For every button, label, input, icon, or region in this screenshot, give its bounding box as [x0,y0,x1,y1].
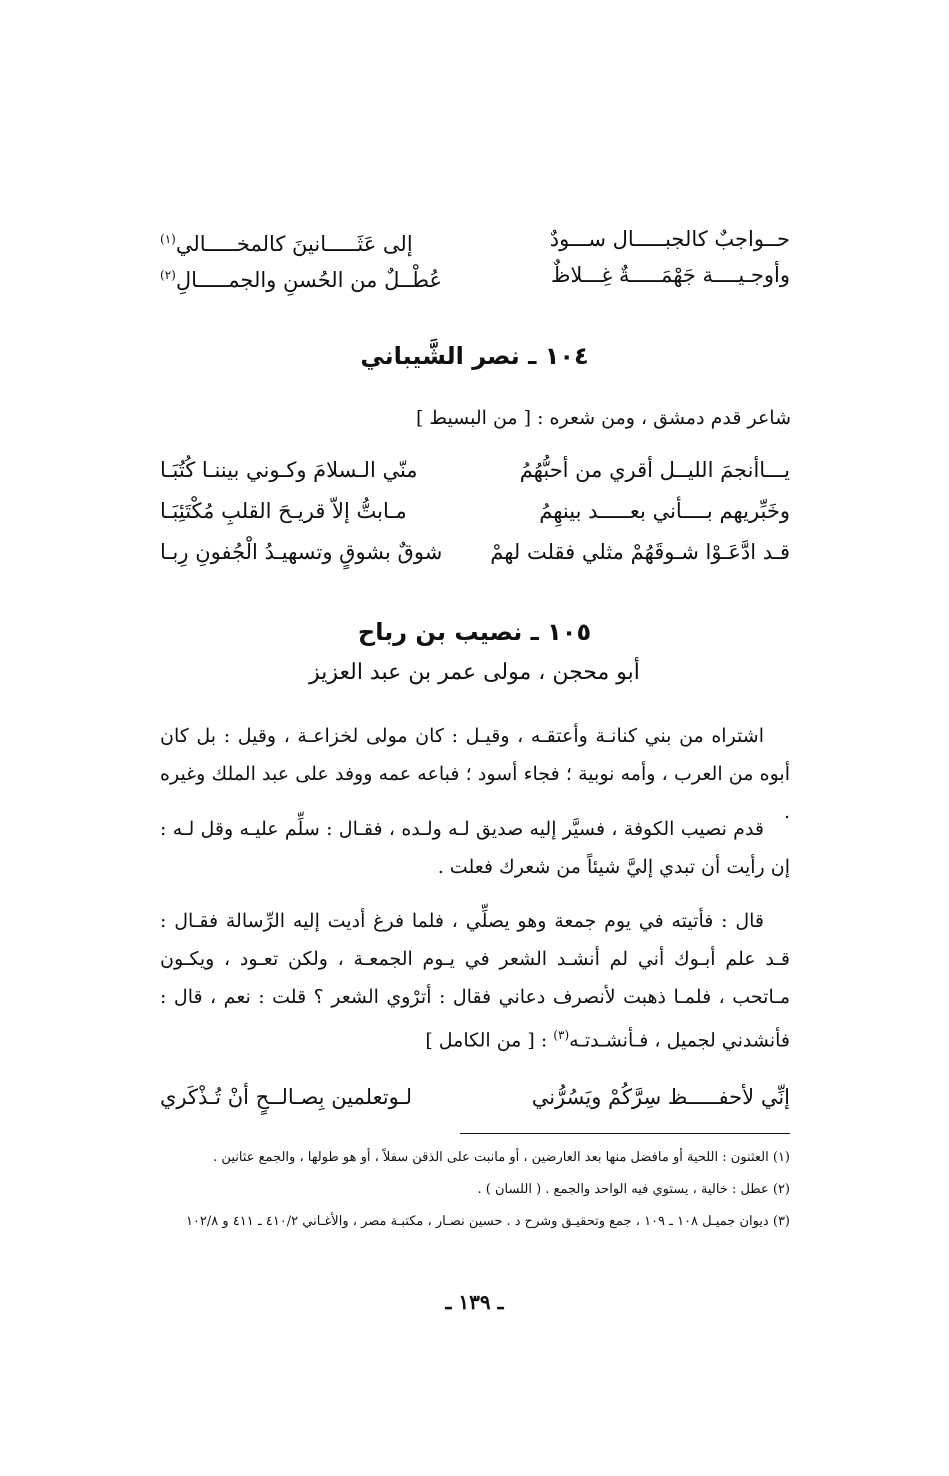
hemistich-second: لـوتعلمين بِصـالــحٍ أنْ تُـذْكَري [160,1085,412,1109]
footnote-ref: (٣) [553,1028,570,1042]
section-title-104: ١٠٤ ـ نصر الشَّيباني [360,342,589,370]
hemistich-second: شوقٌ بشوقٍ وتسهيـدُ الْجُفونِ رِبـا [160,540,443,564]
hemistich-first: يـــاأنجمَ الليــل أقري من أحبُّهُمُ [519,458,790,482]
verse-line-5 [160,537,790,567]
page-number: ـ ١٣٩ ـ [445,1290,504,1314]
paragraph-2: قدم نصيب الكوفة ، فسيَّر إليه صديق لـه ولـده ، فقـال : سلِّم عليـه وقل لـه : إن رأيت أن تبدي إليَّ شيئاً من شعرك فعلت . [160,818,790,878]
hemistich-first: حــواجبٌ كالجبـــــال ســـودٌ [549,227,790,251]
footnote-3: (٣) ديوان جميـل ١٠٨ ـ ١٠٩ ، جمع وتحقيـق وشرح د . حسين نصـار ، مكتبـة مصر ، والأغـاني ٤١٠/٢ ـ ٤١١ و ١٠٢/٨ [185,1214,790,1229]
footnote-divider [460,1133,790,1134]
hemistich-first: وخَبِّريهم بــــأني بعـــــد بينهِمُ [539,499,790,523]
paragraph-3-meter: : [ من الكامل ] [425,1029,554,1052]
verse-line-2 [160,260,790,295]
section-title-105: ١٠٥ ـ نصيب بن رباح [357,618,592,646]
hemistich-second: منّي الـسلامَ وكـوني بيننـا كُتُبَـا [160,458,418,482]
hemistich-second [160,224,460,259]
paragraph-1: اشتراه من بني كنانـة وأعتقـه ، وقيـل : كان مولى لخزاعـة ، وقيل : بل كان أبوه من العرب ، وأمه نوبية ؛ فجاء أسود ؛ فباعه عمه ووفد على عبد الملك وغيره . [160,725,790,823]
section-intro-104: شاعر قدم دمشق ، ومن شعره : [ من البسيط ] [415,407,791,429]
hemistich-first: وأوجـيــــة جَهْمَـــــةٌ غِـــلاظٌ [550,263,790,287]
hemistich-first: إنِّي لأحفـــــظ سِرَّكُمْ ويَسُرُّني [531,1085,790,1109]
hemistich-second [160,260,460,295]
hemistich-second: مـابتُّ إلاّ قريـحَ القلبِ مُكْتَئِبَـا [160,499,407,523]
footnote-2: (٢) عطل : خالية ، يستوي فيه الواحد والجمع . ( اللسان ) . [477,1182,790,1197]
verse-line-4 [160,496,790,526]
section-subtitle-105: أبو محجن ، مولى عمر بن عبد العزيز [309,660,640,685]
footnote-ref: (١) [160,232,176,246]
paragraph-3 [160,902,790,1059]
verse-line-3 [160,455,790,485]
footnote-1: (١) العثنون : اللحية أو مافضل منها بعد العارضين ، أو مانبت على الذقن سفلاً ، أو هو طولها ، والجمع عثانين . [213,1150,790,1165]
verse-line-6 [160,1082,790,1112]
paragraph-3-text: قال : فأتيته في يوم جمعة وهو يصلِّي ، فلما فرغ أديت إليه الرِّسالة فقـال : قـد علم أبـوك أني لم أنشـد الشعر في يـوم الجمعـة ، ولكن تعـود ، ويكـون مـاتحب ، فلمـا ذهبت لأنصرف دعاني فقال : أترْوي الشعر ؟ قلت : نعم ، قال : فأنشدني لجميل ، فـأنشـدتـه [160,910,790,1052]
hemistich-text: إلى عَثَـــــانينَ كالمخـــــالي [175,232,413,256]
footnote-ref: (٢) [160,268,176,282]
hemistich-text: عُطْــلٌ من الحُسنِ والجمـــــالِ [175,268,443,292]
verse-line-1 [160,224,790,259]
hemistich-first: قـد ادَّعَـوْا شـوقَهُمْ مثلي فقلت لهمْ [490,540,790,564]
